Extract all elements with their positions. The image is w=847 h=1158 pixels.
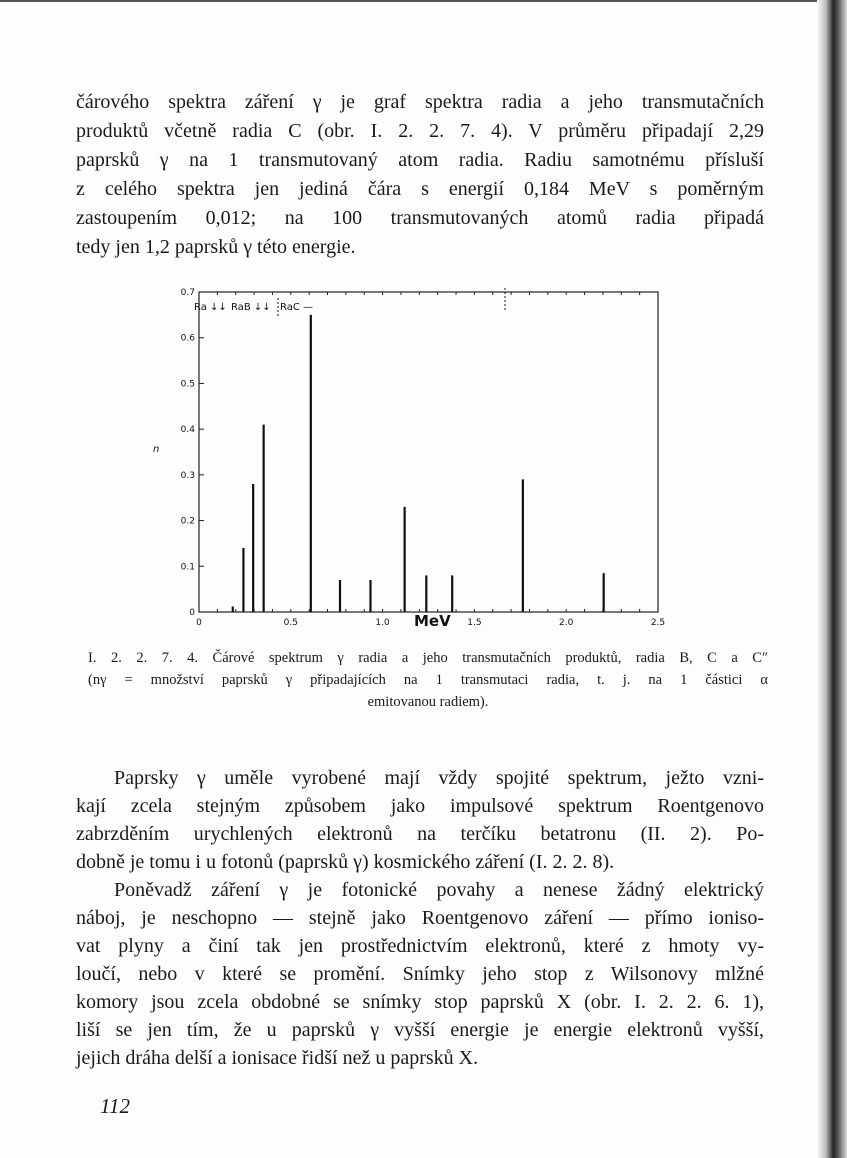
scan-border — [0, 0, 820, 2]
text-line: náboj, je neschopno — stejně jako Roentgenovo záření — přímo ioniso- — [76, 907, 764, 929]
text-line: z celého spektra jen jediná čára s energií 0,184 MeV s poměrným — [76, 178, 764, 200]
annotation-rac: RaC — — [280, 302, 314, 313]
text-line: komory jsou zcela obdobné se snímky stop paprsků X (obr. I. 2. 2. 6. 1), — [76, 991, 764, 1013]
x-tick-label: 2.0 — [559, 618, 574, 628]
y-tick-label: 0.2 — [180, 516, 195, 527]
x-tick-label: 1.0 — [375, 618, 390, 628]
y-tick-label: 0 — [189, 608, 195, 618]
text-line: kají zcela stejným způsobem jako impulsové spektrum Roentgenovo — [76, 795, 764, 817]
y-tick-label: 0.5 — [180, 379, 195, 390]
x-axis-label: MeV — [414, 612, 451, 630]
y-tick-label: 0.3 — [180, 470, 195, 481]
chart-bars — [233, 315, 604, 612]
text-line: liší se jen tím, že u paprsků γ vyšší energie je energie elektronů vyšší, — [76, 1019, 764, 1041]
text-line: Paprsky γ uměle vyrobené mají vždy spojité spektrum, ježto vzni- — [114, 767, 764, 789]
text-line: loučí, nebo v které se promění. Snímky jeho stop z Wilsonovy mlžné — [76, 963, 764, 985]
text-line: paprsků γ na 1 transmutovaný atom radia. Radiu samotnému přísluší — [76, 149, 764, 171]
x-tick-label: 0 — [196, 618, 202, 628]
text-line: Poněvadž záření γ je fotonické povahy a nenese žádný elektrický — [114, 879, 764, 901]
text-line: čárového spektra záření γ je graf spektra radia a jeho transmutačních — [76, 91, 764, 113]
text-line: tedy jen 1,2 paprsků γ této energie. — [76, 236, 356, 258]
y-tick-label: 0.7 — [180, 288, 195, 298]
text-line: zabrzděním urychlených elektronů na terčíku betatronu (II. 2). Po- — [76, 823, 764, 845]
text-line: vat plyny a činí tak jen prostřednictvím elektronů, které z hmoty vy- — [76, 935, 764, 957]
gamma-spectrum-chart — [150, 280, 670, 630]
caption-line: emitovanou radiem). — [367, 694, 489, 710]
y-tick-label: 0.6 — [180, 333, 195, 344]
x-tick-label: 0.5 — [283, 618, 298, 628]
text-line: jejich dráha delší a ionisace řidší než u paprsků X. — [76, 1047, 479, 1069]
caption-line: I. 2. 2. 7. 4. Čárové spektrum γ radia a jeho transmutačních produktů, radia B, C a C″ — [88, 650, 768, 666]
y-tick-label: 0.1 — [180, 562, 195, 573]
plot-frame — [199, 292, 658, 612]
page-number: 112 — [100, 1094, 130, 1118]
y-tick-label: 0.4 — [180, 425, 195, 436]
y-axis-label: n — [153, 444, 160, 455]
text-line: produktů včetně radia C (obr. I. 2. 2. 7. 4). V průměru připadají 2,29 — [76, 120, 764, 142]
annotation-ra: Ra ↓↓ — [194, 302, 227, 313]
x-tick-label: 2.5 — [650, 618, 666, 628]
text-line: dobně je tomu i u fotonů (paprsků γ) kosmického záření (I. 2. 2. 8). — [76, 851, 615, 873]
text-line: zastoupením 0,012; na 100 transmutovaných atomů radia připadá — [76, 207, 764, 229]
caption-line: (nγ = množství paprsků γ připadajících na 1 transmutaci radia, t. j. na 1 částici α — [88, 672, 768, 688]
x-tick-label: 1.5 — [467, 618, 482, 628]
annotation-rab: RaB ↓↓ — [231, 302, 271, 313]
scan-edge — [817, 0, 847, 1158]
